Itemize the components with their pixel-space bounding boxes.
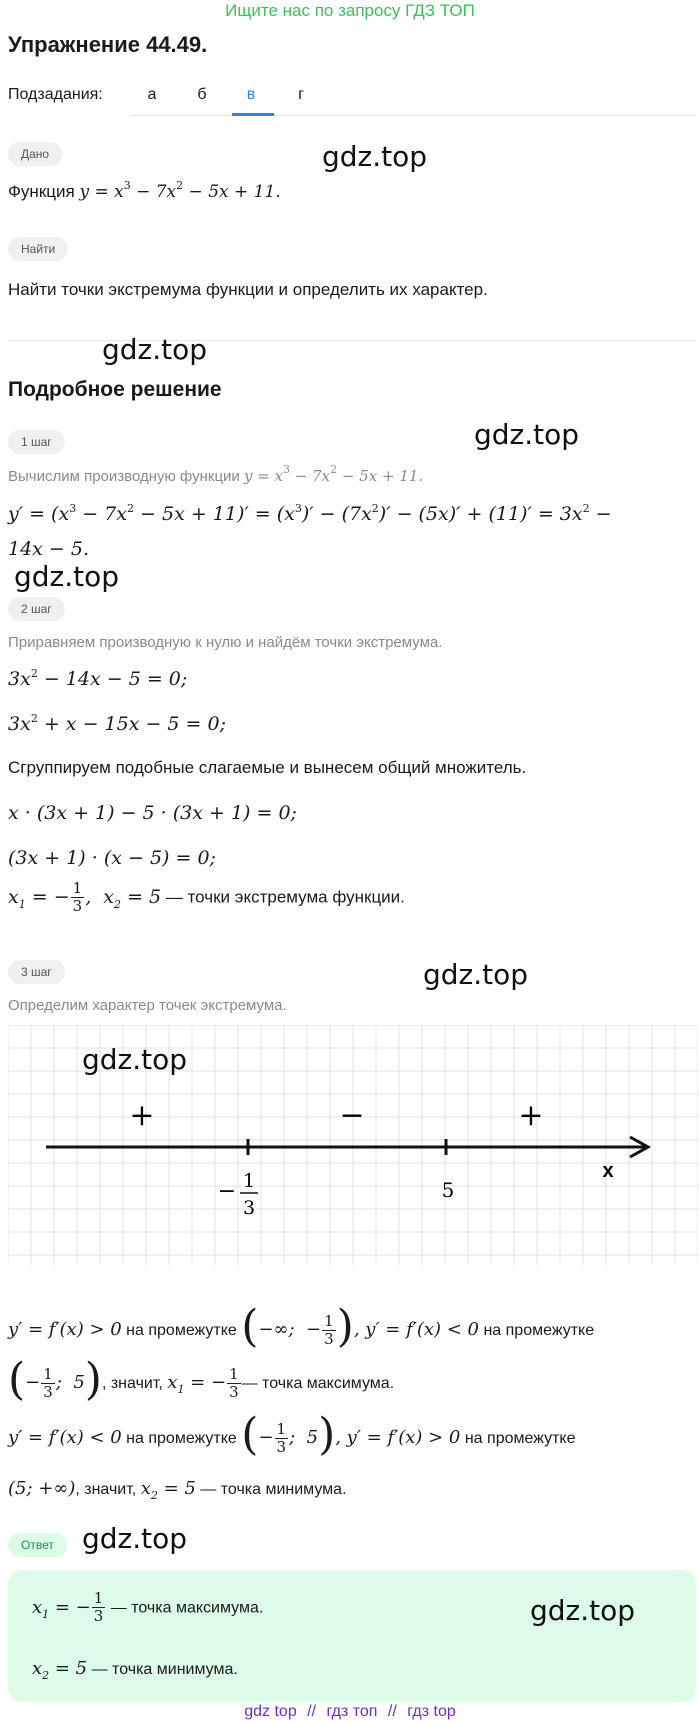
answer-min-text: — точка минимума.: [91, 1661, 238, 1678]
subtask-tab-active-indicator: [232, 113, 274, 116]
watermark: gdz.top: [474, 418, 580, 451]
watermark: gdz.top: [14, 560, 120, 593]
svg-text:1: 1: [242, 1170, 256, 1192]
analysis-min: — точка минимума.: [200, 1481, 347, 1498]
svg-text:3: 3: [242, 1197, 256, 1219]
subtasks-label: Подзадания:: [8, 86, 103, 103]
solution-title: Подробное решение: [8, 378, 222, 401]
step1-derivative-line2: 14x − 5.: [8, 538, 90, 560]
answer-chip: Ответ: [8, 1533, 67, 1557]
given-line: [8, 179, 281, 202]
analysis-line1: y′ = f′(x) > 0 на промежутке (−∞; − $\frac{1}{3}$ ), y′ = f′(x) < 0 на промежутке: [8, 1301, 595, 1352]
footer-link-1[interactable]: gdz top: [244, 1703, 297, 1720]
subtask-tab-v[interactable]: в: [246, 86, 256, 103]
step2-eq1: $3x^2 - 14x - 5 = 0$;: [8, 667, 188, 690]
footer-link-2[interactable]: гдз топ: [326, 1703, 378, 1720]
analysis-hence: , значит,: [101, 1375, 163, 1392]
watermark: gdz.top: [530, 1594, 636, 1627]
footer-sep: //: [387, 1703, 397, 1720]
analysis-on-interval: на промежутке: [464, 1430, 576, 1447]
analysis-on-interval: на промежутке: [126, 1322, 237, 1339]
find-chip: Найти: [8, 237, 68, 261]
analysis-on-interval: на промежутке: [126, 1430, 237, 1447]
subtasks-divider: [130, 115, 696, 116]
sign-interval-3: +: [518, 1098, 544, 1133]
point-2-label: 5: [441, 1178, 455, 1202]
watermark: gdz.top: [423, 958, 529, 991]
step2-group-text: Сгруппируем подобные слагаемые и вынесем общий множитель.: [8, 758, 527, 777]
footer-link-3[interactable]: гдз top: [407, 1703, 456, 1720]
step1-intro: [8, 463, 424, 485]
sign-interval-2: −: [339, 1098, 365, 1133]
footer-links: [0, 1703, 700, 1721]
step2-chip: 2 шаг: [8, 597, 65, 621]
answer-line2: $x_2 = 5$ — точка минимума.: [32, 1658, 238, 1682]
watermark: gdz.top: [102, 333, 208, 366]
subtask-tab-a[interactable]: а: [147, 86, 157, 103]
footer-sep: //: [307, 1703, 317, 1720]
answer-max-text: — точка максимума.: [110, 1599, 264, 1617]
step1-intro-text: Вычислим производную функции: [8, 468, 240, 485]
svg-text:−: −: [217, 1179, 237, 1204]
given-chip: Дано: [8, 142, 62, 166]
analysis-max: — точка максимума.: [241, 1375, 395, 1392]
step1-intro-formula: $y = x^3 - 7x^2 - 5x + 11$.: [243, 463, 424, 485]
find-text: Найти точки экстремума функции и определить их характер.: [8, 280, 488, 299]
given-prefix: Функция: [8, 182, 75, 201]
step2-eq2: $3x^2 + x - 15x - 5 = 0$;: [8, 712, 226, 735]
step1-derivative-line1: $y' = (x^3 - 7x^2 - 5x + 11)' = (x^3)' - (7x^2)' - (5x)' + (11)' = 3x^2$ −: [8, 502, 612, 525]
step2-roots-suffix: — точки экстремума функции.: [165, 887, 405, 907]
step2-eq4: (3x + 1) · (x − 5) = 0;: [8, 847, 216, 869]
watermark: gdz.top: [82, 1043, 188, 1076]
watermark: gdz.top: [322, 140, 428, 173]
analysis-hence: , значит,: [75, 1481, 137, 1498]
analysis-line4: (5; +∞), значит, $x_2 = 5$ — точка минимума.: [8, 1478, 347, 1502]
step2-eq3: x · (3x + 1) − 5 · (3x + 1) = 0;: [8, 802, 297, 824]
top-banner[interactable]: Ищите нас по запросу ГДЗ ТОП: [225, 1, 475, 20]
answer-line1: $x_1$ = − $\frac{1}{3}$ — точка максимума.: [32, 1589, 264, 1625]
analysis-line2: (− $\frac{1}{3}$ ; 5), значит, $x_1$ = − $\frac{1}{3}$ — точка максимума.: [8, 1354, 395, 1405]
given-formula: $y = x^3 - 7x^2 - 5x + 11$.: [79, 179, 281, 202]
watermark: gdz.top: [82, 1522, 188, 1555]
step3-chip: 3 шаг: [8, 960, 65, 984]
subtask-tab-g[interactable]: г: [298, 86, 304, 103]
step1-chip: 1 шаг: [8, 430, 65, 454]
page-title: Упражнение 44.49.: [8, 32, 208, 57]
axis-label: x: [602, 1160, 614, 1182]
analysis-line3: y′ = f′(x) < 0 на промежутке (− $\frac{1}{3}$ ; 5), y′ = f′(x) > 0 на промежутке: [8, 1409, 576, 1460]
step2-roots: $x_1$ = − $\frac{1}{3}$ , $x_2 = 5$ — точки экстремума функции.: [8, 879, 405, 915]
subtask-tab-b[interactable]: б: [197, 86, 207, 103]
sign-interval-1: +: [129, 1098, 155, 1133]
step3-intro: Определим характер точек экстремума.: [8, 997, 287, 1014]
step2-intro: Приравняем производную к нулю и найдём точки экстремума.: [8, 634, 443, 651]
analysis-on-interval: на промежутке: [483, 1322, 595, 1339]
